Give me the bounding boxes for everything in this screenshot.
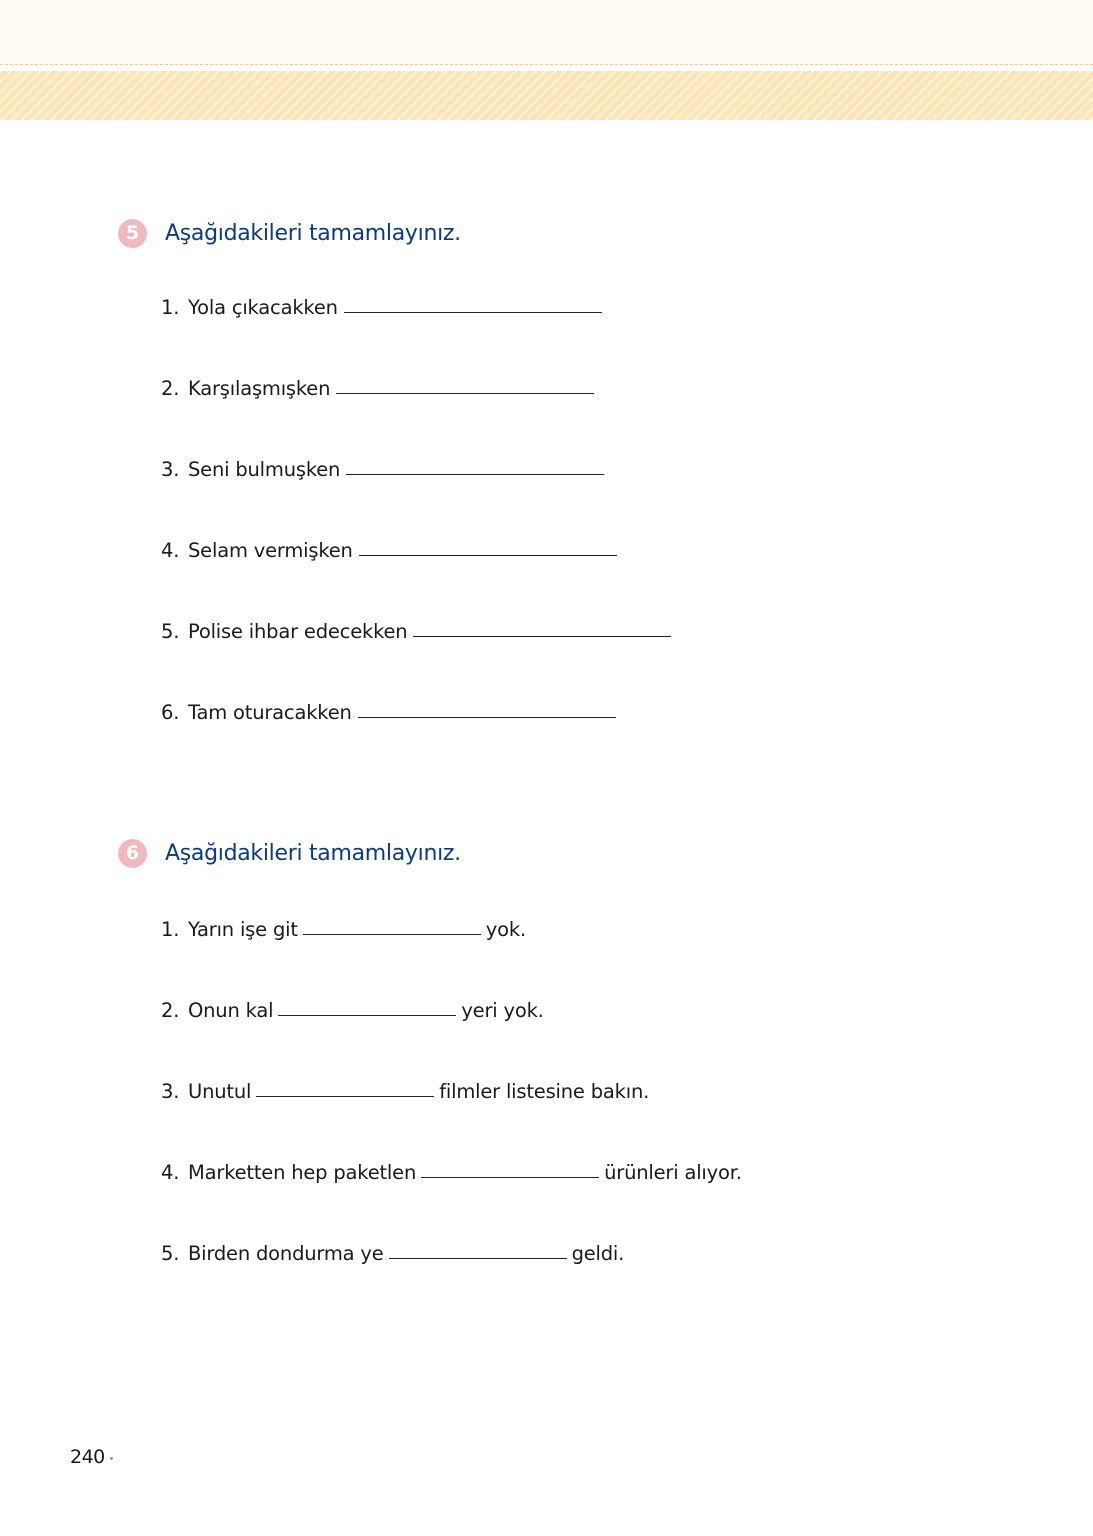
item-text-after: ürünleri alıyor.: [604, 1161, 742, 1184]
exercise-6-heading: [118, 838, 461, 868]
item-text-after: yok.: [485, 918, 526, 941]
item-text: Yola çıkacakken: [188, 296, 338, 319]
item-text-after: yeri yok.: [461, 999, 544, 1022]
item-text: Selam vermişken: [188, 539, 353, 562]
answer-blank[interactable]: [421, 1176, 599, 1178]
item-index: 3.: [161, 458, 180, 481]
item-text: Seni bulmuşken: [188, 458, 341, 481]
item-text-before: Marketten hep paketlen: [188, 1161, 417, 1184]
item-index: 5.: [161, 1242, 180, 1265]
item-index: 3.: [161, 1080, 180, 1103]
exercise-number-badge: 6: [118, 839, 147, 868]
item-index: 2.: [161, 377, 180, 400]
answer-blank[interactable]: [413, 635, 671, 637]
exercise-5-item: [161, 539, 617, 562]
answer-blank[interactable]: [336, 392, 594, 394]
item-text: Karşılaşmışken: [188, 377, 331, 400]
page-number-dot: [110, 1457, 113, 1460]
exercise-5-item: [161, 458, 604, 481]
item-text: Tam oturacakken: [188, 701, 352, 724]
exercise-5-item: [161, 620, 671, 643]
answer-blank[interactable]: [346, 473, 604, 475]
exercise-5-heading: [118, 218, 461, 248]
item-text-before: Birden dondurma ye: [188, 1242, 384, 1265]
answer-blank[interactable]: [344, 311, 602, 313]
answer-blank[interactable]: [389, 1257, 567, 1259]
item-text-after: filmler listesine bakın.: [439, 1080, 650, 1103]
header-band: [0, 0, 1093, 65]
exercise-6-item: [161, 999, 544, 1022]
item-index: 5.: [161, 620, 180, 643]
exercise-number-badge: 5: [118, 219, 147, 248]
answer-blank[interactable]: [358, 716, 616, 718]
item-index: 2.: [161, 999, 180, 1022]
item-index: 4.: [161, 539, 180, 562]
exercise-title: Aşağıdakileri tamamlayınız.: [165, 220, 461, 246]
item-text-before: Onun kal: [188, 999, 274, 1022]
decorative-stripe-band: [0, 71, 1093, 120]
exercise-6-item: [161, 1161, 742, 1184]
page-number: 240: [70, 1446, 105, 1468]
item-index: 4.: [161, 1161, 180, 1184]
item-index: 1.: [161, 918, 180, 941]
exercise-5-item: [161, 377, 594, 400]
item-text-after: geldi.: [571, 1242, 625, 1265]
answer-blank[interactable]: [359, 554, 617, 556]
answer-blank[interactable]: [256, 1095, 434, 1097]
item-text: Polise ihbar edecekken: [188, 620, 408, 643]
exercise-title: Aşağıdakileri tamamlayınız.: [165, 840, 461, 866]
item-text-before: Unutul: [188, 1080, 252, 1103]
answer-blank[interactable]: [278, 1014, 456, 1016]
answer-blank[interactable]: [303, 933, 481, 935]
exercise-5-item: [161, 701, 616, 724]
exercise-5-item: [161, 296, 602, 319]
exercise-6-item: [161, 918, 526, 941]
item-index: 6.: [161, 701, 180, 724]
exercise-6-item: [161, 1080, 649, 1103]
exercise-6-item: [161, 1242, 624, 1265]
item-text-before: Yarın işe git: [188, 918, 298, 941]
item-index: 1.: [161, 296, 180, 319]
